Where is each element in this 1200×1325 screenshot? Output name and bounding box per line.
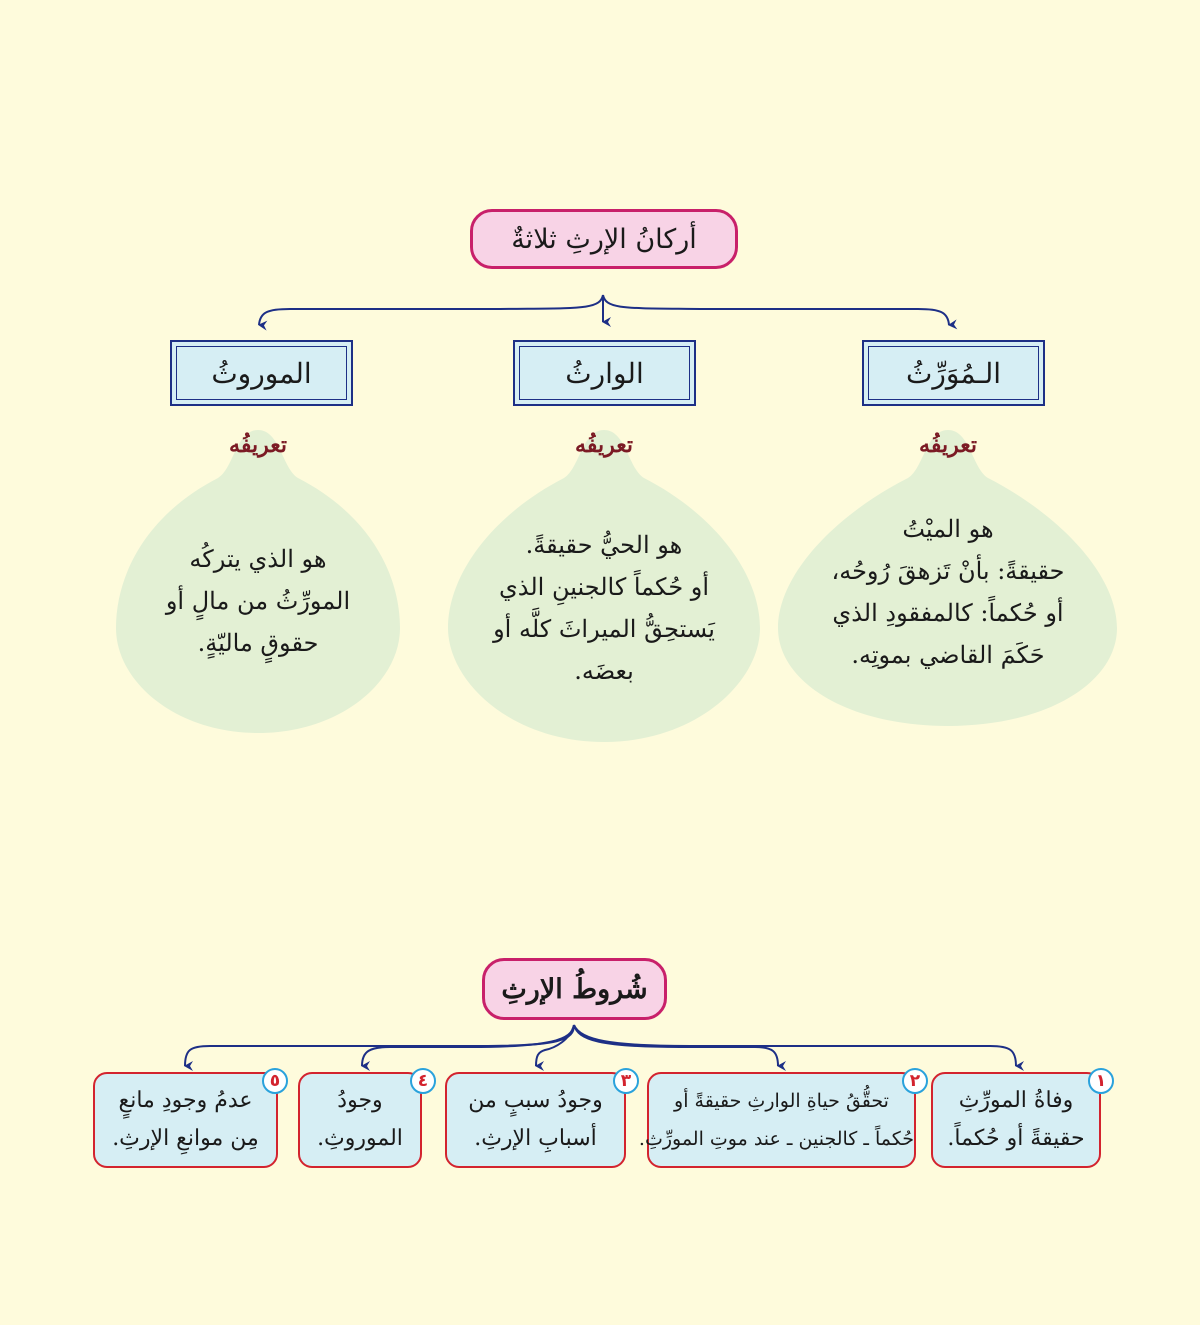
definition-tag-muwarrith: تعريفُه [919,432,977,458]
definition-line: هو الحيُّ حقيقةً. [525,531,683,559]
definition-line: يَستحِقُّ الميراثَ كلَّه أو [493,615,715,643]
pillar-box-mawruth [170,340,353,406]
condition-box-5 [93,1072,278,1168]
condition-box-1 [931,1072,1101,1168]
condition-line: حقيقةً أو حُكماً. [947,1126,1085,1151]
condition-box-4 [298,1072,422,1168]
definition-line: هو الميْتُ [902,515,994,543]
definition-line: حقوقٍ ماليّةٍ. [197,629,319,657]
condition-number-badge: ٤ [410,1068,436,1094]
definition-line: المورِّثُ من مالٍ أو [165,587,351,615]
definition-line: هو الذي يتركُه [189,545,327,573]
condition-line: وفاةُ المورِّثِ [958,1088,1074,1113]
condition-line: وجودُ [337,1088,383,1113]
definition-tag-mawruth: تعريفُه [229,432,287,458]
definition-text-warith [454,524,754,692]
definition-line: أو حُكماً كالجنينِ الذي [498,573,710,601]
definition-line: حَكَمَ القاضي بموتِه. [851,641,1045,669]
pillar-label-muwarrith: الـمُوَرِّثُ [905,356,1002,390]
definition-line: بعضَه. [574,657,634,685]
pillar-label-mawruth: الموروثُ [211,356,312,390]
condition-arrows [185,1025,1016,1066]
condition-line: حُكماً ـ كالجنين ـ عند موتِ المورِّثِ. [638,1128,914,1150]
condition-number-badge: ١ [1088,1068,1114,1094]
pillars-title: أركانُ الإرثِ ثلاثةٌ [470,209,738,269]
condition-line: تحقُّقُ حياةِ الوارثِ حقيقةً أو [674,1090,889,1112]
definition-line: أو حُكماً: كالمفقودِ الذي [832,599,1064,627]
condition-number-badge: ٥ [262,1068,288,1094]
pillar-box-warith [513,340,696,406]
condition-box-3 [445,1072,626,1168]
condition-line: وجودُ سببٍ من [468,1088,603,1113]
definition-text-mawruth [118,538,398,664]
condition-line: الموروثِ. [317,1126,403,1151]
condition-number-badge: ٢ [902,1068,928,1094]
condition-box-2 [638,1072,916,1168]
condition-line: أسبابِ الإرثِ. [474,1126,597,1151]
definition-line: حقيقةً: بأنْ تَزهقَ رُوحُه، [831,557,1065,585]
pillar-label-warith: الوارثُ [565,356,644,390]
pillar-arrows [259,295,949,325]
definition-tag-warith: تعريفُه [575,432,633,458]
definition-text-muwarrith [798,508,1098,676]
conditions-title: شُروطُ الإرثِ [482,958,667,1020]
pillar-box-muwarrith [862,340,1045,406]
condition-number-badge: ٣ [613,1068,639,1094]
condition-line: عدمُ وجودِ مانعٍ [118,1088,253,1113]
condition-line: مِن موانعِ الإرثِ. [112,1126,259,1151]
